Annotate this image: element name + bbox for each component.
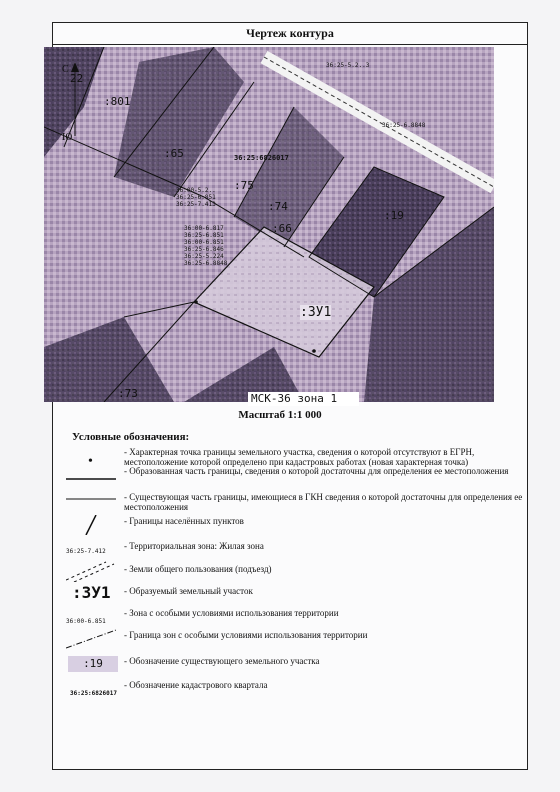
compass-north: С: [62, 64, 69, 75]
legend-item-text: - Характерная точка границы земельного участка, сведения о которой отсутствуют в ЕГРН, местоположение которой определено при кадастровых работах (новая характерная точка): [124, 447, 475, 467]
legend-new-parcel-icon: :ЗУ1: [72, 583, 111, 602]
legend-item-text: - Существующая часть границы, имеющиеся в ГКН сведения о которой достаточны для определения ее местоположения: [124, 492, 523, 512]
legend-item-text: - Границы населённых пунктов: [124, 516, 244, 526]
parcel-label-74: :74: [268, 200, 288, 213]
parcel-label-66: :66: [272, 222, 292, 235]
legend-formed-boundary-icon: [66, 476, 116, 482]
cadastral-quarter-label: 36:25:6826017: [234, 154, 289, 162]
legend-item-text: - Зона с особыми условиями использования территории: [124, 608, 339, 618]
legend-item-text: - Обозначение существующего земельного участка: [124, 656, 320, 666]
legend-item-text: - Образованная часть границы, сведения о которой достаточны для определения ее местоположения: [124, 466, 509, 476]
legend-title: Условные обозначения:: [72, 431, 190, 443]
page-title: Чертеж контура: [53, 23, 527, 45]
parcel-label-73: :73: [118, 387, 138, 400]
legend-cadastral-quarter-icon: 36:25:6826017: [70, 690, 117, 697]
cadastral-map: [44, 47, 494, 402]
parcel-label-19: :19: [384, 209, 404, 222]
parcel-label-65: :65: [164, 147, 184, 160]
legend-item-text: - Земли общего пользования (подъезд): [124, 564, 272, 574]
parcel-label-zu1: :ЗУ1: [300, 305, 332, 320]
legend-point-icon: •: [88, 454, 93, 469]
road-zone-label: 36:25-5.2..3: [326, 62, 370, 69]
legend-existing-boundary-icon: [66, 496, 116, 502]
legend-item-text: - Обозначение кадастрового квартала: [124, 680, 268, 690]
new-point-marker: [312, 349, 316, 353]
zone-label-small: 36:25-6.8848: [382, 122, 426, 129]
legend-special-zone-icon: 36:00-6.851: [66, 618, 106, 625]
scale-label: Масштаб 1:1 000: [238, 409, 322, 421]
legend-existing-parcel-icon: :19: [68, 656, 118, 672]
zone-stack-a: 36:00-5.2.. 36:25-6.851 36:25-7.413: [176, 187, 216, 208]
compass-south: Ю: [62, 132, 73, 143]
zone-stack-b: 36:00-6.817 36:25-6.851 36:00-6.851 36:25-6.846 36:25-5.224 36:25-6.8848: [184, 225, 228, 267]
legend-settlement-boundary-icon: [84, 515, 98, 535]
legend-special-zone-boundary-icon: [66, 628, 120, 650]
north-arrow-icon: [60, 62, 90, 152]
coordinate-system-label: МСК-36 зона 1: [248, 392, 359, 406]
new-point-marker: [194, 300, 198, 304]
legend-item-text: - Территориальная зона: Жилая зона: [124, 541, 264, 551]
legend-item-text: - Образуемый земельный участок: [124, 586, 253, 596]
parcel-label-75: :75: [234, 179, 254, 192]
legend-public-land-icon: [66, 560, 116, 582]
legend-residential-zone-icon: 36:25-7.412: [66, 548, 106, 555]
legend-item-text: - Граница зон с особыми условиями использования территории: [124, 630, 368, 640]
parcel-label-corner: 22: [70, 72, 84, 85]
parcel-label-801: :801: [104, 95, 131, 108]
